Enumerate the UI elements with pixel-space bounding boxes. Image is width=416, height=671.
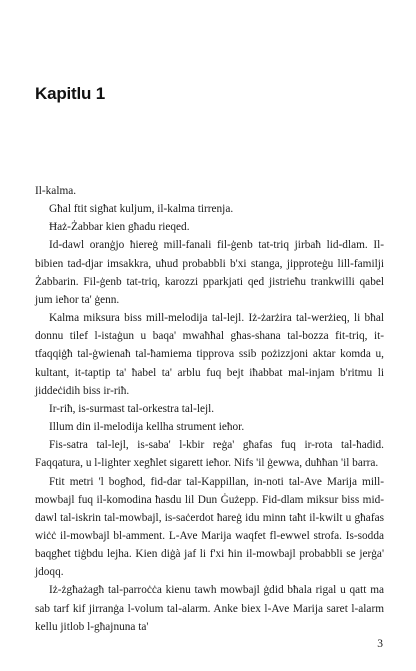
paragraph: Kalma miksura biss mill-melodija tal-lejl. Iż-żarżira tal-werżieq, li bħal donnu tilef l-istaġun u baqa' mwaħħal għas-shana tal-bozza fit-triq, it-tfaqqiġħ tal-ġwienaħ tal-ħamiema tipprova ssib pożizzjoni aktar komda u, kultant, it-taptip ta' ħabel ta' arblu fuq bejt iħabbat mal-injam b'ritmu li jiddeċidih biss ir-riħ. [35, 312, 384, 397]
paragraph: Il-kalma. [35, 185, 77, 197]
chapter-body [35, 182, 384, 636]
paragraph: Ir-riħ, is-surmast tal-orkestra tal-lejl. [49, 402, 215, 415]
paragraph: Illum din il-melodija kellha strument ieħor. [49, 421, 245, 434]
paragraph: Ħaż-Żabbar kien għadu rieqed. [49, 221, 190, 234]
paragraph: Ftit metri 'l bogħod, fid-dar tal-Kappillan, in-noti tal-Ave Marija mill-mowbajl fuq il-komodina ħasdu lil Dun Ġużepp. Fid-dlam miksur biss mid-dawl tal-iskrin tal-mowbajl, is-saċerdot ħareġ idu minn taħt il-kwilt u għafas wiċċ il-mowbajl bl-amment. L-Ave Marija waqfet fl-ewwel strofa. Is-sodda baqgħet tiġbdu lejha. Kien diġà jaf li f'xi ħin il-mowbajl probabbli se jerġa' jdoqq. [35, 475, 384, 579]
paragraph: Fis-satra tal-lejl, is-saba' l-kbir reġa' għafas fuq ir-rota tal-ħadid. Faqqatura, u l-lighter xegħlet sigarett ieħor. Nifs 'il ġewwa, duħħan 'il barra. [35, 439, 384, 470]
page-number: 3 [377, 638, 383, 650]
paragraph: Id-dawl oranġjo ħiereġ mill-fanali fil-ġenb tat-triq jirbaħ lid-dlam. Il-bibien tad-djar imsakkra, uħud probabbli b'xi stanga, jipproteġu lill-familji Żabbarin. Fil-ġenb tat-triq, karozzi pparkjati qed jistrieħu trankwilli qabel jum ieħor ta' ġenn. [35, 239, 384, 306]
chapter-title: Kapitlu 1 [35, 84, 105, 103]
paragraph: Għal ftit sigħat kuljum, il-kalma tirrenja. [49, 203, 234, 216]
paragraph: Iż-żgħażagħ tal-parroċċa kienu tawh mowbajl ġdid bħala rigal u qatt ma sab tarf kif jirranġa l-volum tal-alarm. Anke biex l-Ave Marija saret l-alarm kellu jitlob l-għajnuna ta' [35, 584, 384, 633]
